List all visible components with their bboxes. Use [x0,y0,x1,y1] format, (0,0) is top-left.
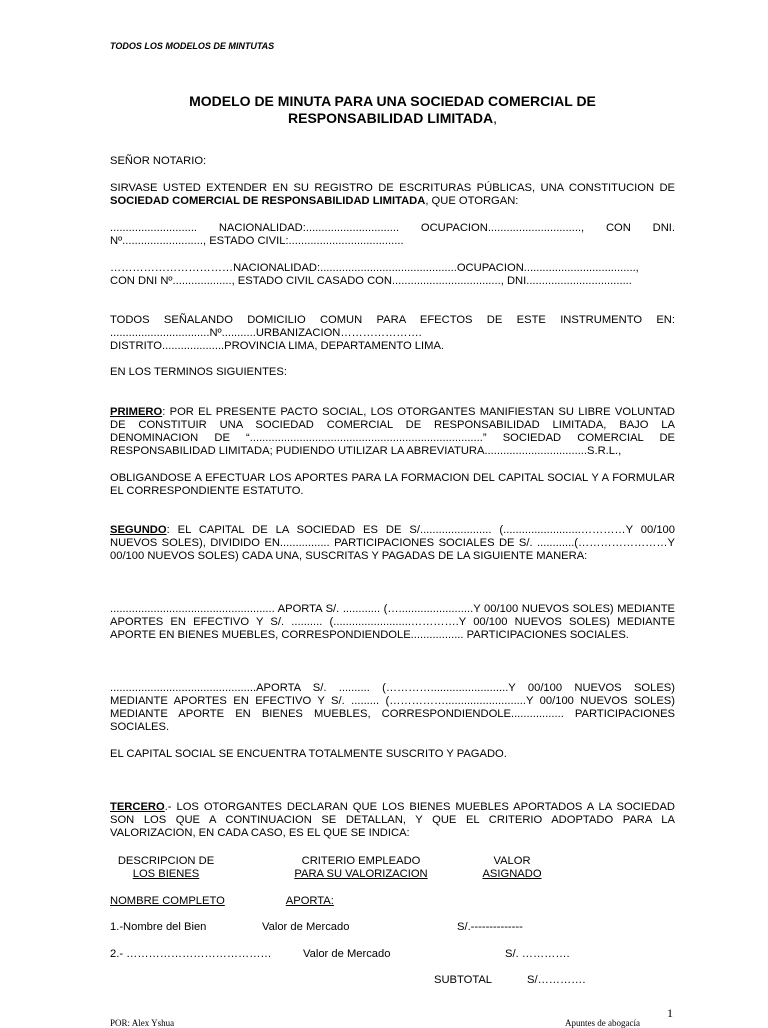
clause-segundo: SEGUNDO: EL CAPITAL DE LA SOCIEDAD ES DE S/....................... (.........................…………Y 00/100 NUEVOS SOLES), DIVIDIDO EN................ PARTICIPACIONES SOCIALES DE S/. ............(……………………Y 00/100 NUEVOS SOLES) CADA UNA, SUSCRITAS Y PAGADAS DE LA SIGUIENTE MANERA: [110,524,675,562]
clause-primero: PRIMERO: POR EL PRESENTE PACTO SOCIAL, LOS OTORGANTES MANIFIESTAN SU LIBRE VOLUNTAD DE CONSTITUIR UNA SOCIEDAD COMERCIAL DE RESPONSABILIDAD LIMITADA, BAJO LA DENOMINACION DE “...........................................................................” SOCIEDAD COMERCIAL DE RESPONSABILIDAD LIMITADA; PUDIENDO UTILIZAR LA ABREVIATURA.................................S.R.L., [110,406,675,457]
running-header: TODOS LOS MODELOS DE MINTUTAS [110,41,275,51]
aporte-1: ..................................................... APORTA S/. ............ (…........................Y 00/100 NUEVOS SOLES) MEDIANTE APORTES EN EFECTIVO Y S/. .......... (.........................………….Y 00/100 NUEVOS SOLES) MEDIANTE APORTE EN BIENES MUEBLES, CORRESPONDIENDOLE................. PARTICIPACIONES SOCIALES. [110,603,675,641]
clause-tercero: TERCERO.- LOS OTORGANTES DECLARAN QUE LOS BIENES MUEBLES APORTADOS A LA SOCIEDAD SON LOS QUE A CONTINUACION SE DETALLAN, Y QUE EL CRITERIO ADOPTADO PARA LA VALORIZACION, EN CADA CASO, ES EL QUE SE INDICA: [110,801,675,839]
asset-row-1-item: 1.-Nombre del Bien [110,921,207,933]
title-line-1: MODELO DE MINUTA PARA UNA SOCIEDAD COMERCIAL DE [189,93,596,109]
party-1: ............................ NACIONALIDAD:.............................. OCUPACION.............................., CON DNI. Nº.........................., ESTADO CIVIL:..................................... [110,222,675,247]
capital-closing: EL CAPITAL SOCIAL SE ENCUENTRA TOTALMENTE SUSCRITO Y PAGADO. [110,748,507,760]
subtotal-value: S/…………. [527,974,586,986]
col-valor-header: VALOR ASIGNADO [482,855,542,880]
page-number: 1 [667,1006,673,1020]
terms-intro: EN LOS TERMINOS SIGUIENTES: [110,366,287,378]
asset-row-1-valor: S/.-------------- [457,921,523,933]
clause-tercero-label: TERCERO [110,801,165,813]
document-title [110,93,675,127]
asset-row-1-criterio: Valor de Mercado [262,921,350,933]
title-line-2: RESPONSABILIDAD LIMITADA, [288,110,497,126]
subtotal-label: SUBTOTAL [434,974,493,986]
aporte-2: ...............................................APORTA S/. .......... (………….........................Y 00/100 NUEVOS SOLES) MEDIANTE APORTES EN EFECTIVO Y S/. ......... (……………..........................Y 00/100 NUEVOS SOLES) MEDIANTE APORTE EN BIENES MUEBLES, CORRESPONDIENDOLE................. PARTICIPACIONES SOCIALES. [110,682,675,733]
asset-row-2-valor: S/. …………. [505,948,570,960]
clause-segundo-label: SEGUNDO [110,524,167,536]
clause-primero-label: PRIMERO [110,406,163,418]
asset-row-2-criterio: Valor de Mercado [303,948,391,960]
col-descripcion-header: DESCRIPCION DE LOS BIENES [117,855,215,880]
asset-row-2-item: 2.- ………………………………… [110,948,272,960]
col-criterio-header: CRITERIO EMPLEADO PARA SU VALORIZACION [294,855,428,880]
nombre-completo-label: NOMBRE COMPLETO APORTA: [110,895,334,907]
intro-paragraph: SIRVASE USTED EXTENDER EN SU REGISTRO DE ESCRITURAS PÚBLICAS, UNA CONSTITUCION DE SOCIEDAD COMERCIAL DE RESPONSABILIDAD LIMITADA, QUE OTORGAN: [110,182,675,207]
salutation: SEÑOR NOTARIO: [110,155,207,167]
clause-primero-obligations: OBLIGANDOSE A EFECTUAR LOS APORTES PARA LA FORMACION DEL CAPITAL SOCIAL Y A FORMULAR EL CORRESPONDIENTE ESTATUTO. [110,472,675,497]
footer-left: POR: Alex Yshua [110,1018,175,1028]
footer-right: Apuntes de abogacía [565,1018,640,1028]
domicile-paragraph: TODOS SEÑALANDO DOMICILIO COMUN PARA EFECTOS DE ESTE INSTRUMENTO EN: ................................Nº...........URBANIZACION…………………. DISTRITO....................PROVINCIA LIMA, DEPARTAMENTO LIMA. [110,314,675,352]
party-2: ……………………………NACIONALIDAD:............................................OCUPACION...................................., CON DNI Nº..................., ESTADO CIVIL CASADO CON..................................., DNI.................................. [110,262,639,287]
